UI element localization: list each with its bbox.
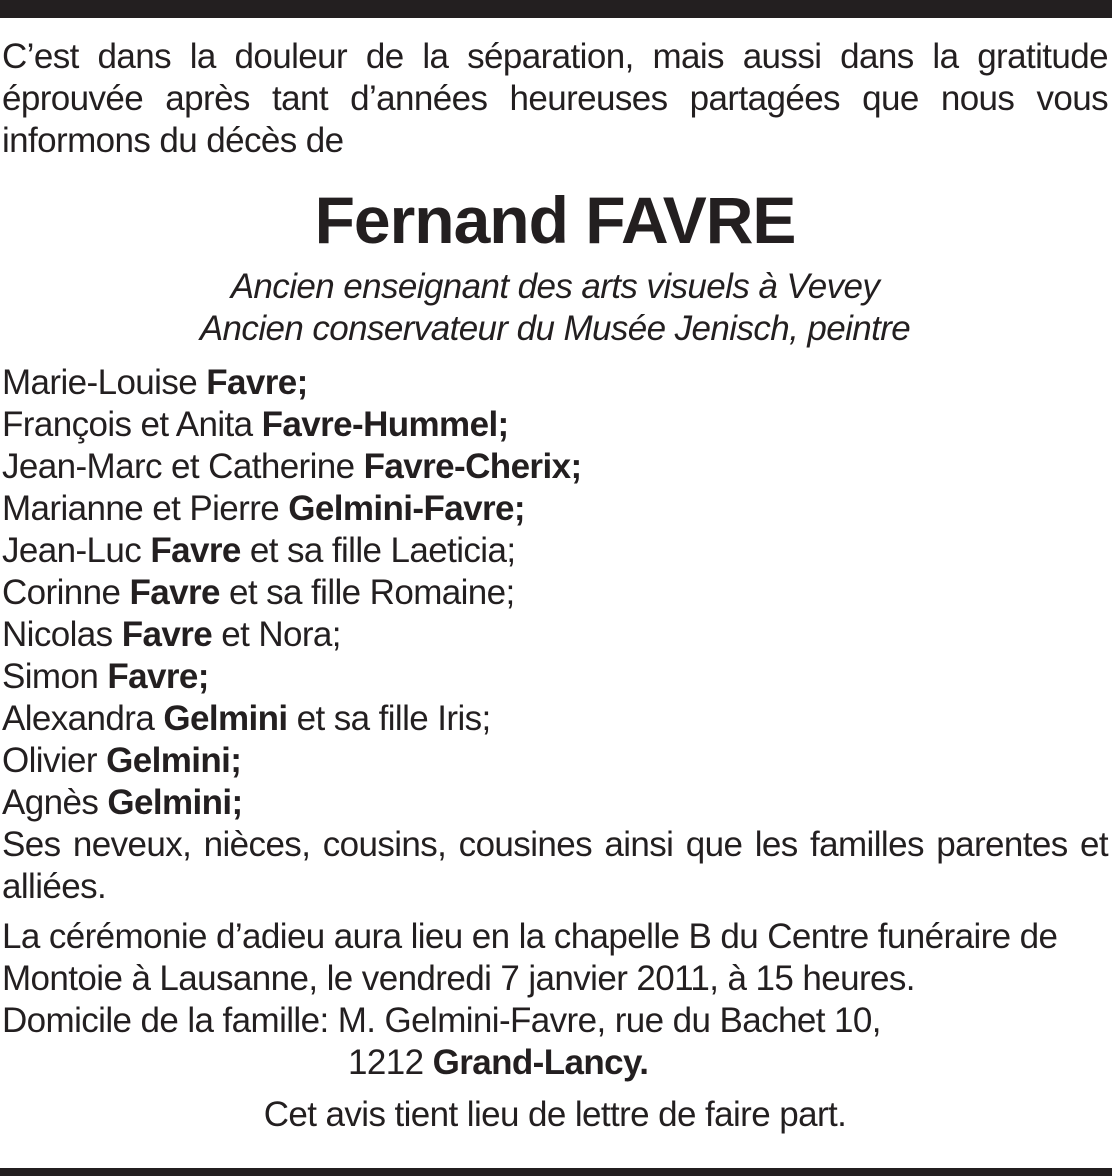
family-member: Jean-Luc Favre et sa fille Laeticia; xyxy=(2,531,516,570)
bottom-rule xyxy=(0,1168,1112,1176)
ceremony-info xyxy=(2,916,1108,1084)
family-member: Olivier Gelmini; xyxy=(2,741,242,780)
obituary-notice xyxy=(2,36,1108,1136)
postal-city xyxy=(2,1042,1108,1084)
family-member: Agnès Gelmini; xyxy=(2,783,243,822)
family-member: Alexandra Gelmini et sa fille Iris; xyxy=(2,699,491,738)
role-line: Ancien conservateur du Musée Jenisch, peintre xyxy=(199,309,911,348)
deceased-name: Fernand FAVRE xyxy=(314,183,796,257)
ceremony-line: Montoie à Lausanne, le vendredi 7 janvier 2011, à 15 heures. xyxy=(2,959,915,998)
family-member: Marie-Louise Favre; xyxy=(2,363,308,402)
family-member: François et Anita Favre-Hummel; xyxy=(2,405,509,444)
family-address: Domicile de la famille: M. Gelmini-Favre, rue du Bachet 10, xyxy=(2,1001,881,1040)
family-member: Nicolas Favre et Nora; xyxy=(2,615,341,654)
family-member: Jean-Marc et Catherine Favre-Cherix; xyxy=(2,447,582,486)
city: Grand-Lancy. xyxy=(432,1043,649,1082)
family-member: Simon Favre; xyxy=(2,657,209,696)
roles-block xyxy=(2,266,1108,350)
family-member: Marianne et Pierre Gelmini-Favre; xyxy=(2,489,525,528)
ceremony-line: La cérémonie d’adieu aura lieu en la chapelle B du Centre funéraire de xyxy=(2,917,1058,956)
relatives-paragraph: Ses neveux, nièces, cousins, cousines ainsi que les familles parentes et alliées. xyxy=(2,825,1108,906)
postcode: 1212 xyxy=(348,1043,433,1082)
intro-paragraph: C’est dans la douleur de la séparation, mais aussi dans la gratitude éprouvée après tant d’années heureuses partagées que nous vous informons du décès de xyxy=(2,37,1108,160)
family-list xyxy=(2,362,1108,824)
top-rule xyxy=(0,0,1112,18)
closing-note: Cet avis tient lieu de lettre de faire part. xyxy=(263,1095,847,1134)
family-member: Corinne Favre et sa fille Romaine; xyxy=(2,573,515,612)
role-line: Ancien enseignant des arts visuels à Vevey xyxy=(230,267,880,306)
